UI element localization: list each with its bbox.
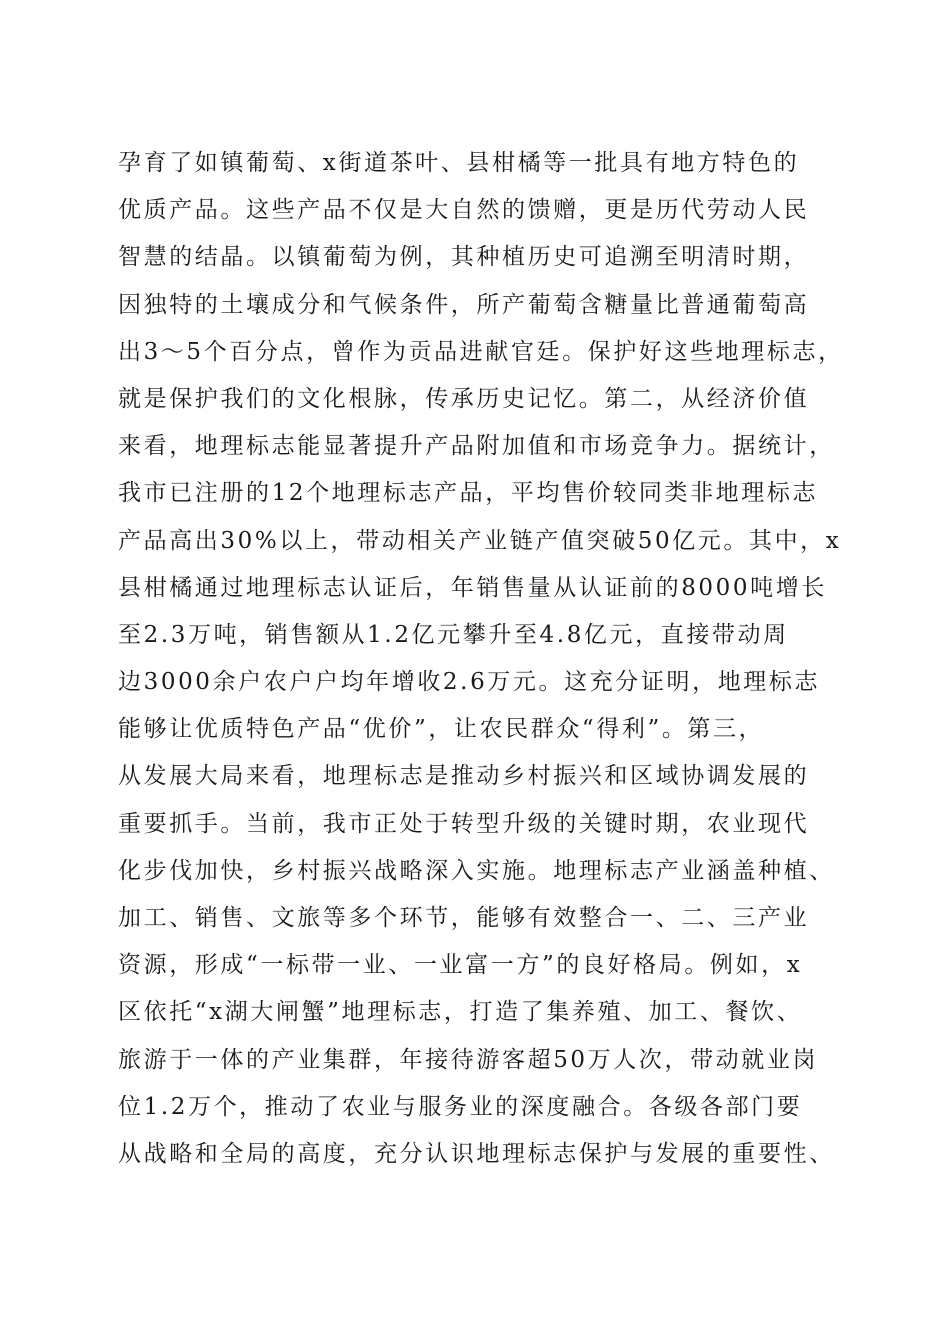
text-line: 智慧的结晶。以镇葡萄为例，其种植历史可追溯至明清时期， bbox=[118, 244, 810, 271]
text-line: 从战略和全局的高度，充分认识地理标志保护与发展的重要性、 bbox=[118, 1140, 835, 1167]
text-line: 就是保护我们的文化根脉，传承历史记忆。第二，从经济价值 bbox=[118, 385, 810, 412]
text-line: 因独特的土壤成分和气候条件，所产葡萄含糖量比普通葡萄高 bbox=[118, 291, 810, 318]
text-line: 加工、销售、文旅等多个环节，能够有效整合一、二、三产业 bbox=[118, 905, 810, 931]
text-line: 位1.2万个，推动了农业与服务业的深度融合。各级各部门要 bbox=[118, 1093, 803, 1120]
text-line: 旅游于一体的产业集群，年接待游客超50万人次，带动就业岗 bbox=[118, 1046, 819, 1073]
text-line: 出3～5个百分点，曾作为贡品进献官廷。保护好这些地理标志， bbox=[118, 338, 844, 365]
text-line: 资源，形成“一标带一业、一业富一方”的良好格局。例如，x bbox=[118, 952, 803, 979]
text-line: 重要抓手。当前，我市正处于转型升级的关键时期，农业现代 bbox=[118, 810, 810, 837]
text-line: 区依托“x湖大闸蟹”地理标志，打造了集养殖、加工、餐饮、 bbox=[118, 999, 803, 1026]
text-line: 至2.3万吨，销售额从1.2亿元攀升至4.8亿元，直接带动周 bbox=[118, 621, 789, 648]
text-line: 来看，地理标志能显著提升产品附加值和市场竞争力。据统计， bbox=[118, 433, 835, 460]
text-line: 我市已注册的12个地理标志产品，平均售价较同类非地理标志 bbox=[118, 480, 819, 507]
text-line: 能够让优质特色产品“优价”，让农民群众“得利”。第三， bbox=[118, 716, 765, 743]
text-line: 边3000余户农户户均年增收2.6万元。这充分证明，地理标志 bbox=[118, 669, 821, 696]
text-line: 县柑橘通过地理标志认证后，年销售量从认证前的8000吨增长 bbox=[118, 574, 827, 601]
text-line: 化步伐加快，乡村振兴战略深入实施。地理标志产业涵盖种植、 bbox=[118, 857, 835, 884]
body-text bbox=[118, 140, 858, 1178]
text-line: 从发展大局来看，地理标志是推动乡村振兴和区域协调发展的 bbox=[118, 763, 810, 790]
text-line: 优质产品。这些产品不仅是大自然的馈赠，更是历代劳动人民 bbox=[118, 197, 810, 224]
text-line: 孕育了如镇葡萄、x街道茶叶、县柑橘等一批具有地方特色的 bbox=[118, 150, 800, 176]
text-line: 产品高出30%以上，带动相关产业链产值突破50亿元。其中，x bbox=[118, 527, 842, 554]
